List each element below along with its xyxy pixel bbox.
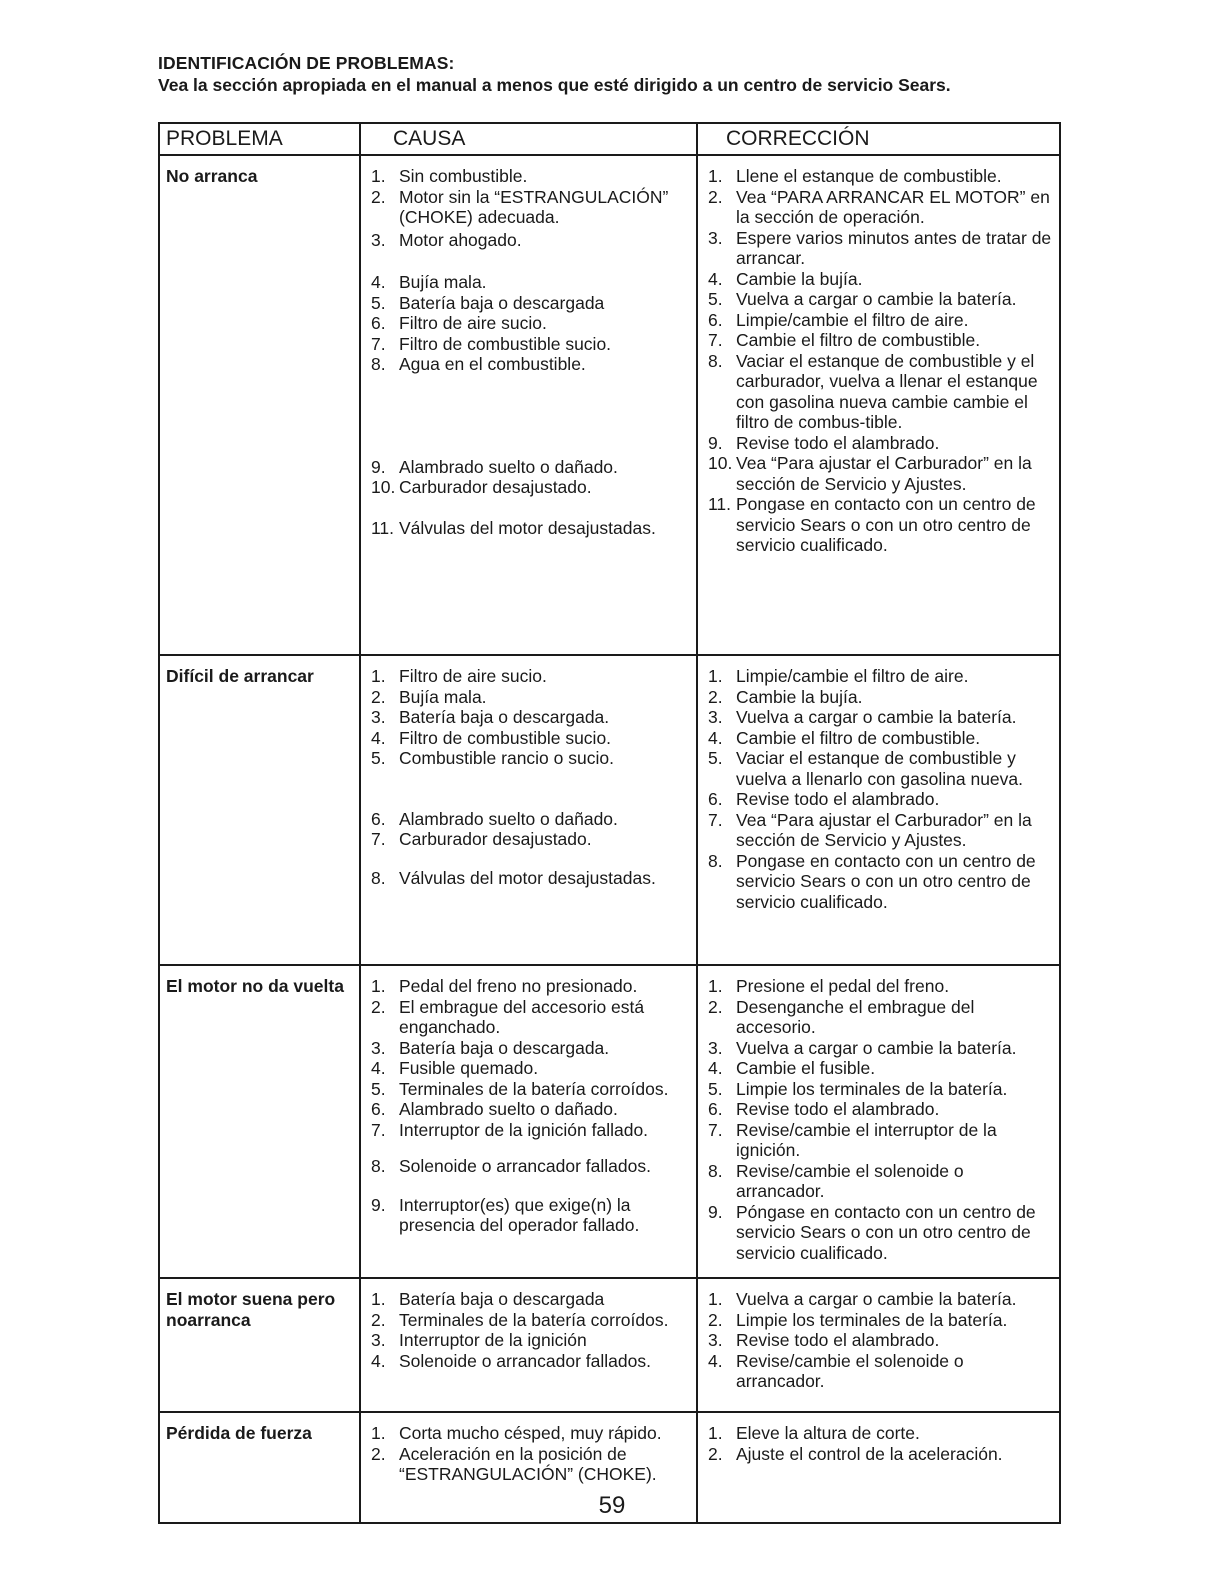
item-number: 4. [371, 727, 386, 748]
item-number: 4. [371, 272, 386, 292]
item-number: 1. [708, 976, 723, 996]
list-item [708, 666, 1055, 687]
list-item [371, 187, 692, 228]
item-text: Interruptor(es) que exige(n) la presencia del operador fallado. [399, 1194, 640, 1235]
list-item [708, 810, 1055, 851]
item-number: 3. [371, 1037, 386, 1058]
item-text: Eleve la altura de corte. [736, 1423, 920, 1443]
troubleshooting-table [158, 122, 1061, 1524]
item-text: Batería baja o descargada. [399, 1037, 610, 1058]
item-text: Vea “Para ajustar el Carburador” en la sección de Servicio y Ajustes. [736, 809, 1032, 850]
list-item [708, 433, 1055, 454]
list-item [708, 789, 1055, 810]
correction-cell [697, 965, 1060, 1278]
list-item [371, 1444, 692, 1485]
list-item [371, 457, 692, 478]
cause-cell [360, 1278, 697, 1412]
list-item [708, 1079, 1055, 1100]
item-text: Carburador desajustado. [399, 829, 592, 849]
item-number: 1. [371, 166, 386, 186]
item-text: Llene el estanque de combustible. [736, 166, 1002, 186]
item-number: 8. [371, 354, 386, 374]
list-item [371, 477, 692, 498]
list-item [708, 1099, 1055, 1120]
item-text: Solenoide o arrancador fallados. [399, 1350, 651, 1371]
item-text: Vaciar el estanque de combustible y el carburador, vuelva a llenar el estanque con gasolina nueva cambie cambie el filtro de combus-tible. [736, 350, 1038, 432]
list-item [708, 1058, 1055, 1079]
item-text: Válvulas del motor desajustadas. [399, 517, 656, 538]
item-number: 1. [371, 976, 386, 996]
item-text: Limpie los terminales de la batería. [736, 1309, 1008, 1330]
list-item [708, 1330, 1055, 1351]
item-number: 11. [371, 517, 395, 538]
item-text: Cambie el fusible. [736, 1058, 876, 1078]
item-number: 9. [708, 432, 723, 453]
item-number: 4. [371, 1350, 386, 1371]
correction-cell [697, 1278, 1060, 1412]
item-text: Póngase en contacto con un centro de servicio Sears o con un otro centro de servicio cualificado. [736, 1201, 1036, 1263]
list-item [371, 829, 692, 850]
list-item [708, 1202, 1055, 1264]
item-number: 3. [371, 1330, 386, 1350]
item-number: 6. [708, 789, 723, 809]
list-item [708, 310, 1055, 331]
list-item [371, 230, 692, 251]
list-item [708, 997, 1055, 1038]
list-item [371, 687, 692, 708]
list-item [708, 1161, 1055, 1202]
list-item [371, 1289, 692, 1310]
item-number: 5. [371, 748, 386, 768]
list-item [708, 351, 1055, 433]
item-number: 4. [708, 727, 723, 748]
item-text: Motor sin la “ESTRANGULACIÓN” (CHOKE) adecuada. [399, 186, 669, 227]
item-text: Agua en el combustible. [399, 354, 586, 374]
list-item [708, 453, 1055, 494]
item-number: 1. [708, 1423, 723, 1443]
item-text: Revise/cambie el solenoide o arrancador. [736, 1160, 964, 1201]
item-number: 4. [708, 268, 723, 289]
item-text: Revise/cambie el solenoide o arrancador. [736, 1350, 964, 1391]
list-item [371, 334, 692, 355]
cause-cell [360, 655, 697, 965]
header-problem: PROBLEMA [159, 123, 360, 155]
item-number: 6. [708, 1099, 723, 1119]
list-item [708, 1310, 1055, 1331]
item-text: Desenganche el embrague del accesorio. [736, 996, 975, 1037]
item-number: 9. [708, 1201, 723, 1222]
list-item [371, 354, 692, 375]
list-item [371, 1099, 692, 1120]
list-item [371, 1195, 692, 1236]
list-item [708, 851, 1055, 913]
header-correction: CORRECCIÓN [697, 123, 1060, 155]
list-item [371, 166, 692, 187]
item-number: 2. [708, 186, 723, 207]
list-item [708, 330, 1055, 351]
problem-cell: No arranca [159, 155, 360, 655]
cause-cell [360, 155, 697, 655]
item-number: 5. [708, 1078, 723, 1099]
list-item [708, 1289, 1055, 1310]
item-number: 5. [371, 1078, 386, 1099]
item-text: Cambie la bujía. [736, 268, 863, 289]
item-text: Espere varios minutos antes de tratar de arrancar. [736, 227, 1052, 268]
item-number: 3. [371, 229, 386, 250]
item-number: 2. [371, 1309, 386, 1330]
item-text: Limpie los terminales de la batería. [736, 1078, 1008, 1099]
item-text: Fusible quemado. [399, 1058, 539, 1078]
list-item [371, 1423, 692, 1444]
item-text: Vaciar el estanque de combustible y vuelva a llenarlo con gasolina nueva. [736, 748, 1023, 789]
correction-cell [697, 155, 1060, 655]
item-text: Solenoide o arrancador fallados. [399, 1156, 651, 1176]
item-text: Bujía mala. [399, 272, 487, 292]
item-text: Aceleración en la posición de “ESTRANGULACIÓN” (CHOKE). [399, 1443, 657, 1484]
item-text: Vuelva a cargar o cambie la batería. [736, 289, 1017, 309]
item-text: El embrague del accesorio está enganchado. [399, 996, 645, 1037]
item-text: Batería baja o descargada [399, 292, 605, 313]
list-item [371, 1079, 692, 1100]
item-text: Revise/cambie el interruptor de la ignición. [736, 1119, 997, 1160]
item-text: Filtro de combustible sucio. [399, 333, 612, 354]
item-number: 10. [708, 453, 733, 473]
table-row [159, 1278, 1060, 1412]
item-number: 4. [371, 1058, 386, 1078]
list-item [708, 494, 1055, 556]
table-row [159, 965, 1060, 1278]
item-number: 1. [371, 1289, 386, 1309]
page-heading [158, 53, 1078, 96]
item-text: Revise todo el alambrado. [736, 1330, 940, 1350]
item-number: 10. [371, 477, 396, 497]
table-header-row [159, 123, 1060, 155]
item-text: Pongase en contacto con un centro de servicio Sears o con un otro centro de servicio cualificado. [736, 494, 1036, 555]
item-text: Revise todo el alambrado. [736, 432, 940, 453]
list-item [708, 1038, 1055, 1059]
item-text: Vea “PARA ARRANCAR EL MOTOR” en la sección de operación. [736, 186, 1050, 227]
list-item [708, 228, 1055, 269]
item-number: 7. [708, 1119, 723, 1140]
list-item [708, 687, 1055, 708]
item-number: 7. [708, 809, 723, 830]
item-number: 2. [708, 1309, 723, 1330]
item-text: Combustible rancio o sucio. [399, 748, 614, 768]
item-number: 3. [708, 227, 723, 248]
item-text: Vuelva a cargar o cambie la batería. [736, 1037, 1017, 1058]
list-item [371, 1351, 692, 1372]
item-text: Vuelva a cargar o cambie la batería. [736, 707, 1017, 727]
item-text: Pongase en contacto con un centro de servicio Sears o con un otro centro de servicio cualificado. [736, 850, 1036, 912]
item-number: 2. [371, 186, 386, 207]
correction-cell [697, 655, 1060, 965]
list-item [708, 976, 1055, 997]
list-item [371, 1310, 692, 1331]
item-number: 8. [708, 850, 723, 871]
item-number: 2. [371, 686, 386, 707]
item-number: 2. [371, 996, 386, 1017]
item-number: 6. [371, 808, 386, 829]
item-text: Carburador desajustado. [399, 477, 592, 497]
item-text: Cambie la bujía. [736, 686, 863, 707]
problem-cell: Pérdida de fuerza [159, 1412, 360, 1523]
table-row [159, 155, 1060, 655]
item-text: Alambrado suelto o dañado. [399, 808, 618, 829]
item-number: 8. [371, 867, 386, 888]
section-subtitle: Vea la sección apropiada en el manual a menos que esté dirigido a un centro de servicio Sears. [158, 75, 951, 95]
item-text: Motor ahogado. [399, 229, 522, 250]
item-text: Bujía mala. [399, 686, 487, 707]
list-item [371, 728, 692, 749]
problem-cell: El motor suena pero noarranca [159, 1278, 360, 1412]
section-title: IDENTIFICACIÓN DE PROBLEMAS: [158, 53, 455, 73]
item-number: 9. [371, 456, 386, 477]
table-row [159, 655, 1060, 965]
list-item [371, 976, 692, 997]
item-number: 1. [371, 666, 386, 686]
list-item [371, 272, 692, 293]
item-text: Limpie/cambie el filtro de aire. [736, 666, 969, 686]
item-number: 5. [708, 748, 723, 768]
item-number: 11. [708, 494, 732, 514]
list-item [371, 313, 692, 334]
item-number: 8. [371, 1156, 386, 1176]
item-number: 5. [708, 289, 723, 309]
list-item [708, 728, 1055, 749]
item-text: Presione el pedal del freno. [736, 976, 950, 996]
item-text: Corta mucho césped, muy rápido. [399, 1423, 662, 1443]
list-item [371, 809, 692, 830]
item-number: 1. [708, 666, 723, 686]
table-body [159, 155, 1060, 1523]
cause-cell [360, 965, 697, 1278]
problem-cell: El motor no da vuelta [159, 965, 360, 1278]
item-text: Filtro de aire sucio. [399, 666, 547, 686]
item-text: Ajuste el control de la aceleración. [736, 1443, 1003, 1464]
item-text: Filtro de aire sucio. [399, 313, 547, 333]
item-number: 8. [708, 350, 723, 371]
item-number: 1. [371, 1423, 386, 1443]
item-number: 4. [708, 1058, 723, 1078]
list-item [371, 997, 692, 1038]
item-text: Interruptor de la ignición fallado. [399, 1119, 649, 1140]
item-text: Interruptor de la ignición [399, 1330, 587, 1350]
item-number: 2. [708, 686, 723, 707]
item-text: Cambie el filtro de combustible. [736, 330, 981, 350]
item-text: Revise todo el alambrado. [736, 789, 940, 809]
list-item [371, 1156, 692, 1177]
list-item [371, 293, 692, 314]
item-number: 1. [708, 1289, 723, 1309]
list-item [371, 868, 692, 889]
item-number: 3. [708, 1330, 723, 1350]
item-number: 7. [371, 333, 386, 354]
list-item [708, 289, 1055, 310]
list-item [708, 166, 1055, 187]
item-text: Alambrado suelto o dañado. [399, 456, 618, 477]
item-number: 3. [708, 707, 723, 727]
list-item [371, 707, 692, 728]
page-number: 59 [598, 1492, 626, 1519]
item-text: Filtro de combustible sucio. [399, 727, 612, 748]
item-number: 6. [371, 1099, 386, 1119]
list-item [708, 187, 1055, 228]
list-item [708, 748, 1055, 789]
problem-cell: Difícil de arrancar [159, 655, 360, 965]
item-text: Batería baja o descargada [399, 1289, 605, 1309]
item-number: 7. [371, 829, 386, 849]
item-number: 9. [371, 1194, 386, 1215]
item-number: 3. [708, 1037, 723, 1058]
list-item [371, 1120, 692, 1141]
list-item [371, 666, 692, 687]
item-number: 2. [708, 1443, 723, 1464]
list-item [708, 1423, 1055, 1444]
list-item [708, 707, 1055, 728]
list-item [708, 1351, 1055, 1392]
list-item [708, 1444, 1055, 1465]
item-text: Revise todo el alambrado. [736, 1099, 940, 1119]
item-number: 1. [708, 166, 723, 186]
item-number: 6. [708, 309, 723, 330]
item-text: Alambrado suelto o dañado. [399, 1099, 618, 1119]
item-number: 3. [371, 707, 386, 727]
list-item [371, 1058, 692, 1079]
header-cause: CAUSA [360, 123, 697, 155]
item-text: Pedal del freno no presionado. [399, 976, 638, 996]
list-item [708, 269, 1055, 290]
list-item [371, 748, 692, 769]
item-number: 8. [708, 1160, 723, 1181]
list-item [371, 1330, 692, 1351]
item-text: Cambie el filtro de combustible. [736, 727, 981, 748]
item-text: Batería baja o descargada. [399, 707, 610, 727]
item-number: 7. [371, 1119, 386, 1140]
list-item [708, 1120, 1055, 1161]
item-text: Sin combustible. [399, 166, 528, 186]
item-number: 5. [371, 292, 386, 313]
item-number: 2. [708, 996, 723, 1017]
item-number: 2. [371, 1443, 386, 1464]
item-number: 6. [371, 313, 386, 333]
item-text: Vea “Para ajustar el Carburador” en la sección de Servicio y Ajustes. [736, 453, 1032, 494]
item-text: Vuelva a cargar o cambie la batería. [736, 1289, 1017, 1309]
item-text: Terminales de la batería corroídos. [399, 1078, 669, 1099]
item-text: Limpie/cambie el filtro de aire. [736, 309, 969, 330]
item-number: 4. [708, 1350, 723, 1371]
item-text: Válvulas del motor desajustadas. [399, 867, 656, 888]
item-text: Terminales de la batería corroídos. [399, 1309, 669, 1330]
item-number: 7. [708, 330, 723, 350]
list-item [371, 518, 692, 539]
list-item [371, 1038, 692, 1059]
